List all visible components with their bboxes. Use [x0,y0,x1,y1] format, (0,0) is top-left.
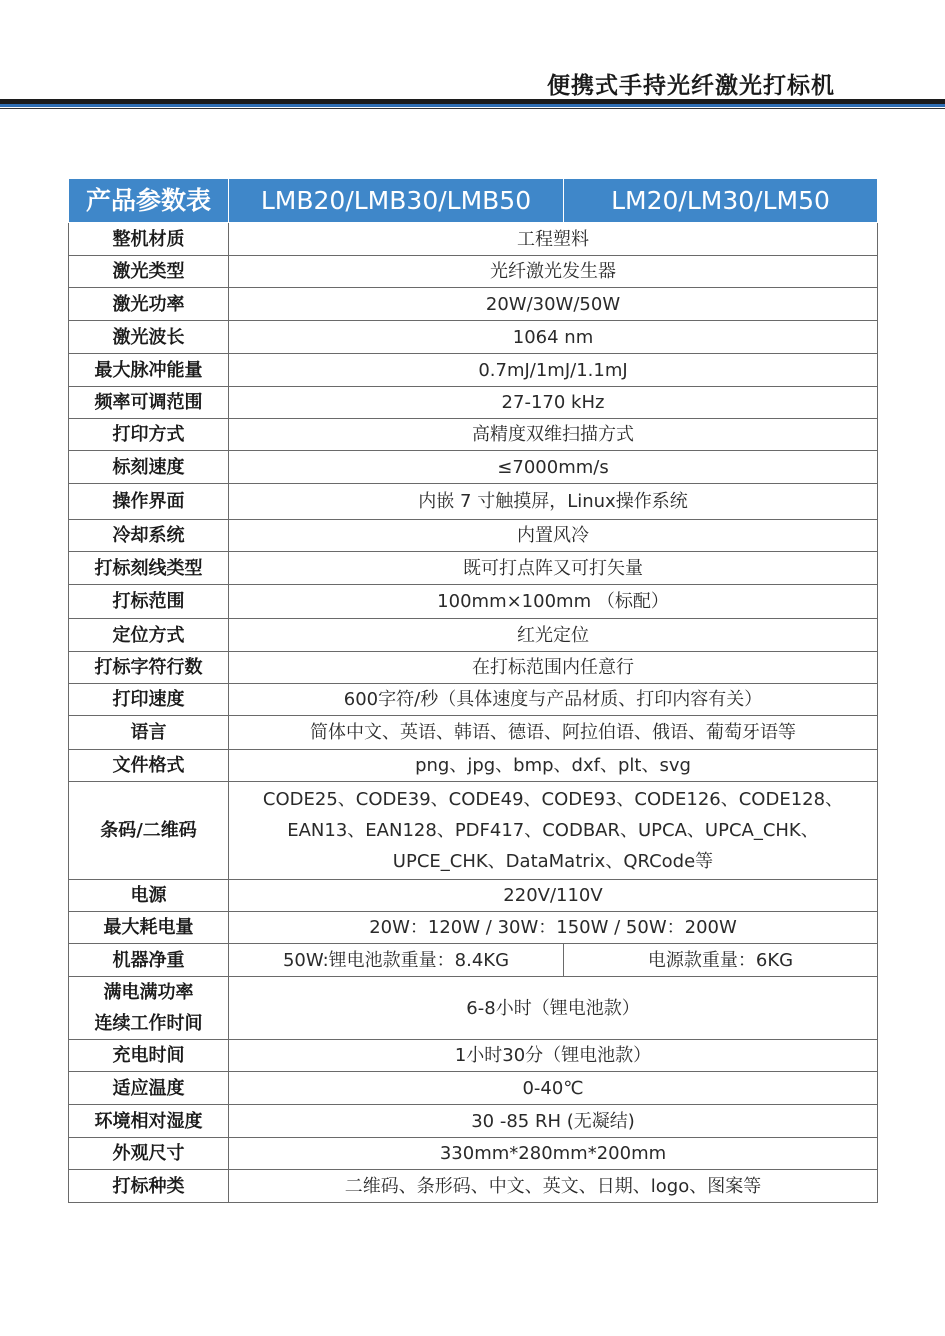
param-label: 打标范围 [69,585,229,619]
table-row [69,256,878,288]
param-value: 600字符/秒（具体速度与产品材质、打印内容有关） [229,684,878,716]
table-row [69,1170,878,1203]
param-label: 充电时间 [69,1040,229,1072]
table-row [69,944,878,977]
param-label: 电源 [69,880,229,912]
table-row [69,1138,878,1170]
param-value: png、jpg、bmp、dxf、plt、svg [229,750,878,782]
param-label: 激光波长 [69,321,229,354]
param-value: 27-170 kHz [229,387,878,419]
table-row [69,782,878,880]
param-value: 0.7mJ/1mJ/1.1mJ [229,354,878,387]
param-label: 语言 [69,716,229,750]
param-value: 工程塑料 [229,223,878,256]
param-value-line: UPCE_CHK、DataMatrix、QRCode等 [392,851,714,872]
param-value: 1064 nm [229,321,878,354]
param-value: 在打标范围内任意行 [229,652,878,684]
table-row [69,684,878,716]
param-label: 冷却系统 [69,520,229,552]
param-label: 整机材质 [69,223,229,256]
table-row [69,912,878,944]
param-label: 打印速度 [69,684,229,716]
param-value: 内置风冷 [229,520,878,552]
param-value-line: EAN13、EAN128、PDF417、CODBAR、UPCA、UPCA_CHK、 [287,820,819,841]
header-rule-thin [0,108,945,109]
table-row [69,419,878,451]
table-row [69,880,878,912]
param-label: 打标字符行数 [69,652,229,684]
param-value: 红光定位 [229,619,878,652]
param-label: 适应温度 [69,1072,229,1105]
param-value: 1小时30分（锂电池款） [229,1040,878,1072]
param-label: 最大耗电量 [69,912,229,944]
table-row [69,652,878,684]
table-row [69,1072,878,1105]
table-row [69,716,878,750]
table-row [69,1040,878,1072]
param-value: 高精度双维扫描方式 [229,419,878,451]
param-label: 打印方式 [69,419,229,451]
param-label: 打标刻线类型 [69,552,229,585]
param-label: 操作界面 [69,484,229,520]
table-row [69,750,878,782]
document-title: 便携式手持光纤激光打标机 [547,73,835,99]
param-label [69,977,229,1040]
param-label: 标刻速度 [69,451,229,484]
table-row [69,354,878,387]
table-row [69,484,878,520]
param-value: 100mm×100mm （标配） [229,585,878,619]
param-label: 文件格式 [69,750,229,782]
param-value: 简体中文、英语、韩语、德语、阿拉伯语、俄语、葡萄牙语等 [229,716,878,750]
table-row [69,1105,878,1138]
table-row [69,585,878,619]
param-label: 最大脉冲能量 [69,354,229,387]
model-a-header: LMB20/LMB30/LMB50 [229,179,564,223]
param-label: 条码/二维码 [69,782,229,880]
param-value: 既可打点阵又可打矢量 [229,552,878,585]
param-value: 220V/110V [229,880,878,912]
table-row [69,223,878,256]
param-value: 20W/30W/50W [229,288,878,321]
param-label: 频率可调范围 [69,387,229,419]
table-row [69,552,878,585]
table-header-label: 产品参数表 [69,179,229,223]
param-value: ≤7000mm/s [229,451,878,484]
param-label-line: 连续工作时间 [94,1013,203,1034]
table-row [69,451,878,484]
param-value-line: CODE25、CODE39、CODE49、CODE93、CODE126、CODE128、 [262,789,844,810]
param-value [229,782,878,880]
param-label: 定位方式 [69,619,229,652]
param-value: 0-40℃ [229,1072,878,1105]
param-value: 20W：120W / 30W：150W / 50W：200W [229,912,878,944]
table-row [69,520,878,552]
param-value: 内嵌 7 寸触摸屏，Linux操作系统 [229,484,878,520]
param-value-a: 50W:锂电池款重量：8.4KG [229,944,564,977]
header-rule-blue [0,104,945,107]
param-value: 6-8小时（锂电池款） [229,977,878,1040]
table-row [69,387,878,419]
table-row [69,321,878,354]
param-value: 光纤激光发生器 [229,256,878,288]
param-value-b: 电源款重量：6KG [564,944,878,977]
param-value: 330mm*280mm*200mm [229,1138,878,1170]
param-value: 30 -85 RH (无凝结) [229,1105,878,1138]
param-value: 二维码、条形码、中文、英文、日期、logo、图案等 [229,1170,878,1203]
param-label-line: 满电满功率 [103,982,194,1003]
table-row [69,288,878,321]
param-label: 机器净重 [69,944,229,977]
table-row [69,619,878,652]
param-label: 激光类型 [69,256,229,288]
param-label: 激光功率 [69,288,229,321]
param-label: 打标种类 [69,1170,229,1203]
spec-table [68,178,878,1203]
model-b-header: LM20/LM30/LM50 [564,179,878,223]
table-header-row [69,179,878,223]
param-label: 外观尺寸 [69,1138,229,1170]
table-row [69,977,878,1040]
param-label: 环境相对湿度 [69,1105,229,1138]
